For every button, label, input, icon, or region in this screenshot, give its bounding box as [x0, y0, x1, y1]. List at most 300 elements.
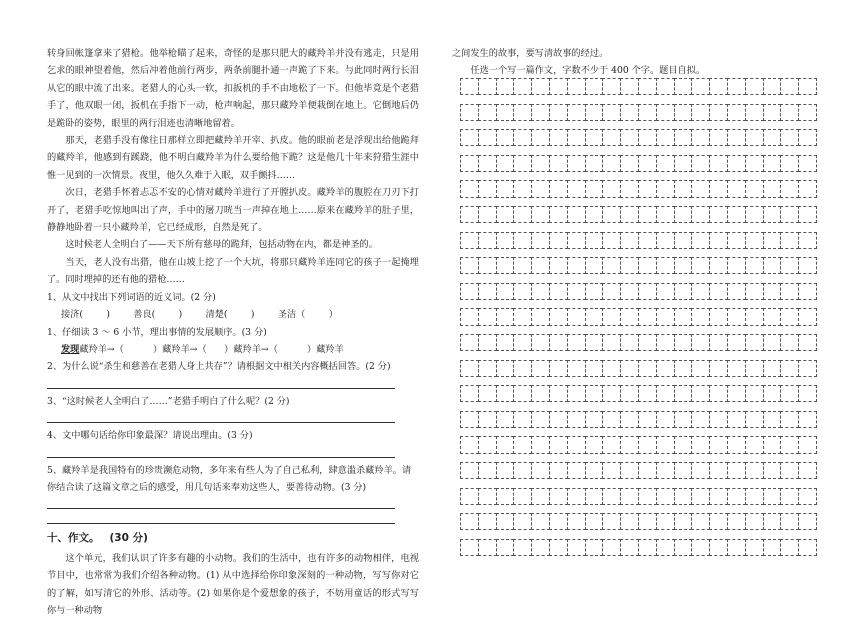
grid-cell[interactable]	[513, 360, 532, 377]
grid-cell[interactable]	[709, 488, 728, 505]
grid-cell[interactable]	[727, 78, 746, 95]
grid-cell[interactable]	[798, 436, 817, 453]
grid-cell[interactable]	[620, 206, 639, 223]
grid-cell[interactable]	[798, 78, 817, 95]
grid-cell[interactable]	[549, 436, 568, 453]
grid-cell[interactable]	[780, 539, 799, 556]
grid-cell[interactable]	[638, 104, 657, 121]
grid-cell[interactable]	[478, 436, 497, 453]
grid-cell[interactable]	[709, 129, 728, 146]
grid-cell[interactable]	[691, 436, 710, 453]
grid-cell[interactable]	[567, 180, 586, 197]
grid-cell[interactable]	[780, 411, 799, 428]
grid-cell[interactable]	[602, 385, 621, 402]
grid-cell[interactable]	[620, 488, 639, 505]
grid-cell[interactable]	[620, 129, 639, 146]
grid-cell[interactable]	[549, 513, 568, 530]
grid-cell[interactable]	[496, 360, 515, 377]
grid-cell[interactable]	[763, 283, 782, 300]
grid-cell[interactable]	[513, 462, 532, 479]
grid-cell[interactable]	[638, 155, 657, 172]
grid-cell[interactable]	[531, 232, 550, 249]
grid-cell[interactable]	[727, 488, 746, 505]
grid-cell[interactable]	[798, 539, 817, 556]
grid-cell[interactable]	[638, 180, 657, 197]
grid-cell[interactable]	[798, 488, 817, 505]
grid-cell[interactable]	[478, 334, 497, 351]
grid-cell[interactable]	[691, 539, 710, 556]
grid-cell[interactable]	[727, 257, 746, 274]
grid-cell[interactable]	[763, 232, 782, 249]
grid-cell[interactable]	[674, 360, 693, 377]
grid-cell[interactable]	[674, 257, 693, 274]
grid-cell[interactable]	[709, 334, 728, 351]
grid-cell[interactable]	[585, 462, 604, 479]
grid-cell[interactable]	[549, 104, 568, 121]
grid-cell[interactable]	[496, 129, 515, 146]
grid-cell[interactable]	[585, 411, 604, 428]
grid-cell[interactable]	[674, 308, 693, 325]
grid-cell[interactable]	[798, 513, 817, 530]
grid-cell[interactable]	[496, 206, 515, 223]
grid-cell[interactable]	[585, 513, 604, 530]
grid-cell[interactable]	[656, 488, 675, 505]
grid-cell[interactable]	[763, 334, 782, 351]
grid-cell[interactable]	[513, 334, 532, 351]
grid-cell[interactable]	[780, 334, 799, 351]
answer-line[interactable]	[47, 496, 395, 509]
grid-cell[interactable]	[460, 104, 479, 121]
grid-cell[interactable]	[602, 436, 621, 453]
grid-cell[interactable]	[585, 78, 604, 95]
grid-cell[interactable]	[567, 129, 586, 146]
grid-cell[interactable]	[674, 78, 693, 95]
grid-cell[interactable]	[496, 436, 515, 453]
grid-cell[interactable]	[602, 78, 621, 95]
grid-cell[interactable]	[780, 232, 799, 249]
grid-cell[interactable]	[691, 334, 710, 351]
grid-cell[interactable]	[691, 180, 710, 197]
grid-cell[interactable]	[780, 104, 799, 121]
grid-cell[interactable]	[567, 539, 586, 556]
grid-cell[interactable]	[709, 257, 728, 274]
grid-cell[interactable]	[585, 385, 604, 402]
grid-cell[interactable]	[549, 360, 568, 377]
grid-cell[interactable]	[513, 539, 532, 556]
grid-cell[interactable]	[745, 462, 764, 479]
grid-cell[interactable]	[460, 78, 479, 95]
grid-cell[interactable]	[585, 360, 604, 377]
grid-cell[interactable]	[531, 488, 550, 505]
grid-cell[interactable]	[567, 462, 586, 479]
grid-cell[interactable]	[674, 129, 693, 146]
grid-cell[interactable]	[656, 232, 675, 249]
grid-cell[interactable]	[478, 385, 497, 402]
grid-cell[interactable]	[763, 360, 782, 377]
grid-cell[interactable]	[549, 308, 568, 325]
grid-cell[interactable]	[602, 180, 621, 197]
grid-cell[interactable]	[727, 411, 746, 428]
grid-cell[interactable]	[674, 104, 693, 121]
grid-cell[interactable]	[656, 513, 675, 530]
grid-cell[interactable]	[549, 334, 568, 351]
grid-cell[interactable]	[620, 539, 639, 556]
grid-cell[interactable]	[798, 360, 817, 377]
grid-cell[interactable]	[531, 180, 550, 197]
grid-cell[interactable]	[691, 385, 710, 402]
grid-cell[interactable]	[531, 411, 550, 428]
grid-cell[interactable]	[727, 334, 746, 351]
grid-cell[interactable]	[674, 488, 693, 505]
grid-cell[interactable]	[585, 180, 604, 197]
grid-cell[interactable]	[780, 488, 799, 505]
grid-cell[interactable]	[745, 257, 764, 274]
grid-cell[interactable]	[798, 334, 817, 351]
grid-cell[interactable]	[638, 488, 657, 505]
grid-cell[interactable]	[478, 104, 497, 121]
grid-cell[interactable]	[620, 257, 639, 274]
grid-cell[interactable]	[656, 360, 675, 377]
grid-cell[interactable]	[602, 283, 621, 300]
grid-cell[interactable]	[585, 539, 604, 556]
grid-cell[interactable]	[763, 257, 782, 274]
grid-cell[interactable]	[531, 155, 550, 172]
grid-cell[interactable]	[763, 308, 782, 325]
grid-cell[interactable]	[656, 257, 675, 274]
grid-cell[interactable]	[674, 283, 693, 300]
grid-cell[interactable]	[763, 385, 782, 402]
grid-cell[interactable]	[531, 539, 550, 556]
grid-cell[interactable]	[460, 360, 479, 377]
grid-cell[interactable]	[460, 206, 479, 223]
answer-line[interactable]	[47, 410, 395, 423]
grid-cell[interactable]	[709, 360, 728, 377]
grid-cell[interactable]	[656, 206, 675, 223]
grid-cell[interactable]	[602, 129, 621, 146]
grid-cell[interactable]	[745, 488, 764, 505]
grid-cell[interactable]	[798, 411, 817, 428]
grid-cell[interactable]	[656, 334, 675, 351]
grid-cell[interactable]	[620, 334, 639, 351]
grid-cell[interactable]	[798, 104, 817, 121]
grid-cell[interactable]	[780, 436, 799, 453]
grid-cell[interactable]	[585, 334, 604, 351]
grid-cell[interactable]	[780, 283, 799, 300]
grid-cell[interactable]	[691, 129, 710, 146]
grid-cell[interactable]	[585, 257, 604, 274]
grid-cell[interactable]	[620, 385, 639, 402]
grid-cell[interactable]	[496, 78, 515, 95]
grid-cell[interactable]	[763, 513, 782, 530]
grid-cell[interactable]	[531, 78, 550, 95]
grid-cell[interactable]	[478, 513, 497, 530]
grid-cell[interactable]	[513, 78, 532, 95]
grid-cell[interactable]	[567, 360, 586, 377]
grid-cell[interactable]	[798, 232, 817, 249]
grid-cell[interactable]	[763, 462, 782, 479]
grid-cell[interactable]	[798, 206, 817, 223]
grid-cell[interactable]	[638, 436, 657, 453]
grid-cell[interactable]	[780, 308, 799, 325]
grid-cell[interactable]	[620, 360, 639, 377]
grid-cell[interactable]	[549, 462, 568, 479]
grid-cell[interactable]	[620, 78, 639, 95]
grid-cell[interactable]	[709, 206, 728, 223]
grid-cell[interactable]	[638, 462, 657, 479]
grid-cell[interactable]	[531, 308, 550, 325]
grid-cell[interactable]	[745, 436, 764, 453]
grid-cell[interactable]	[620, 155, 639, 172]
grid-cell[interactable]	[585, 308, 604, 325]
grid-cell[interactable]	[496, 488, 515, 505]
grid-cell[interactable]	[745, 360, 764, 377]
grid-cell[interactable]	[513, 180, 532, 197]
grid-cell[interactable]	[656, 155, 675, 172]
grid-cell[interactable]	[602, 206, 621, 223]
grid-cell[interactable]	[549, 78, 568, 95]
grid-cell[interactable]	[567, 385, 586, 402]
grid-cell[interactable]	[460, 308, 479, 325]
grid-cell[interactable]	[567, 283, 586, 300]
grid-cell[interactable]	[638, 257, 657, 274]
grid-cell[interactable]	[513, 104, 532, 121]
grid-cell[interactable]	[620, 308, 639, 325]
grid-cell[interactable]	[460, 411, 479, 428]
grid-cell[interactable]	[727, 308, 746, 325]
grid-cell[interactable]	[656, 462, 675, 479]
grid-cell[interactable]	[567, 488, 586, 505]
grid-cell[interactable]	[531, 436, 550, 453]
grid-cell[interactable]	[602, 488, 621, 505]
grid-cell[interactable]	[763, 488, 782, 505]
grid-cell[interactable]	[585, 283, 604, 300]
grid-cell[interactable]	[567, 257, 586, 274]
grid-cell[interactable]	[531, 283, 550, 300]
grid-cell[interactable]	[638, 360, 657, 377]
grid-cell[interactable]	[727, 462, 746, 479]
grid-cell[interactable]	[478, 488, 497, 505]
grid-cell[interactable]	[478, 308, 497, 325]
grid-cell[interactable]	[709, 513, 728, 530]
grid-cell[interactable]	[549, 385, 568, 402]
grid-cell[interactable]	[531, 360, 550, 377]
grid-cell[interactable]	[780, 385, 799, 402]
grid-cell[interactable]	[780, 360, 799, 377]
grid-cell[interactable]	[745, 385, 764, 402]
grid-cell[interactable]	[709, 180, 728, 197]
grid-cell[interactable]	[478, 78, 497, 95]
grid-cell[interactable]	[567, 232, 586, 249]
grid-cell[interactable]	[727, 513, 746, 530]
answer-line[interactable]	[47, 376, 395, 389]
grid-cell[interactable]	[780, 180, 799, 197]
grid-cell[interactable]	[513, 129, 532, 146]
grid-cell[interactable]	[549, 129, 568, 146]
grid-cell[interactable]	[656, 180, 675, 197]
grid-cell[interactable]	[496, 232, 515, 249]
grid-cell[interactable]	[691, 513, 710, 530]
grid-cell[interactable]	[763, 539, 782, 556]
grid-cell[interactable]	[531, 206, 550, 223]
grid-cell[interactable]	[602, 334, 621, 351]
grid-cell[interactable]	[478, 206, 497, 223]
grid-cell[interactable]	[585, 129, 604, 146]
grid-cell[interactable]	[478, 155, 497, 172]
grid-cell[interactable]	[478, 539, 497, 556]
grid-cell[interactable]	[763, 78, 782, 95]
grid-cell[interactable]	[620, 436, 639, 453]
grid-cell[interactable]	[478, 360, 497, 377]
grid-cell[interactable]	[763, 129, 782, 146]
grid-cell[interactable]	[745, 334, 764, 351]
grid-cell[interactable]	[691, 155, 710, 172]
grid-cell[interactable]	[656, 385, 675, 402]
grid-cell[interactable]	[531, 257, 550, 274]
grid-cell[interactable]	[460, 155, 479, 172]
grid-cell[interactable]	[691, 360, 710, 377]
grid-cell[interactable]	[460, 462, 479, 479]
grid-cell[interactable]	[691, 411, 710, 428]
grid-cell[interactable]	[620, 232, 639, 249]
grid-cell[interactable]	[567, 334, 586, 351]
grid-cell[interactable]	[727, 283, 746, 300]
grid-cell[interactable]	[798, 180, 817, 197]
grid-cell[interactable]	[460, 180, 479, 197]
grid-cell[interactable]	[478, 232, 497, 249]
answer-line[interactable]	[47, 445, 395, 458]
grid-cell[interactable]	[567, 155, 586, 172]
grid-cell[interactable]	[656, 308, 675, 325]
grid-cell[interactable]	[727, 104, 746, 121]
grid-cell[interactable]	[478, 411, 497, 428]
grid-cell[interactable]	[496, 180, 515, 197]
grid-cell[interactable]	[780, 257, 799, 274]
grid-cell[interactable]	[531, 129, 550, 146]
grid-cell[interactable]	[602, 155, 621, 172]
grid-cell[interactable]	[567, 411, 586, 428]
grid-cell[interactable]	[709, 283, 728, 300]
grid-cell[interactable]	[496, 257, 515, 274]
grid-cell[interactable]	[478, 257, 497, 274]
grid-cell[interactable]	[513, 283, 532, 300]
grid-cell[interactable]	[638, 283, 657, 300]
grid-cell[interactable]	[620, 283, 639, 300]
grid-cell[interactable]	[460, 232, 479, 249]
grid-cell[interactable]	[460, 334, 479, 351]
grid-cell[interactable]	[674, 385, 693, 402]
grid-cell[interactable]	[460, 257, 479, 274]
grid-cell[interactable]	[531, 104, 550, 121]
grid-cell[interactable]	[638, 513, 657, 530]
grid-cell[interactable]	[691, 257, 710, 274]
grid-cell[interactable]	[691, 462, 710, 479]
grid-cell[interactable]	[745, 308, 764, 325]
grid-cell[interactable]	[496, 334, 515, 351]
grid-cell[interactable]	[656, 539, 675, 556]
grid-cell[interactable]	[674, 462, 693, 479]
grid-cell[interactable]	[638, 308, 657, 325]
grid-cell[interactable]	[567, 308, 586, 325]
grid-cell[interactable]	[531, 462, 550, 479]
grid-cell[interactable]	[513, 488, 532, 505]
grid-cell[interactable]	[674, 539, 693, 556]
grid-cell[interactable]	[727, 232, 746, 249]
grid-cell[interactable]	[745, 104, 764, 121]
grid-cell[interactable]	[691, 283, 710, 300]
grid-cell[interactable]	[585, 104, 604, 121]
grid-cell[interactable]	[567, 78, 586, 95]
grid-cell[interactable]	[620, 462, 639, 479]
grid-cell[interactable]	[780, 462, 799, 479]
grid-cell[interactable]	[674, 513, 693, 530]
grid-cell[interactable]	[602, 539, 621, 556]
grid-cell[interactable]	[549, 257, 568, 274]
grid-cell[interactable]	[798, 155, 817, 172]
grid-cell[interactable]	[745, 155, 764, 172]
grid-cell[interactable]	[727, 539, 746, 556]
grid-cell[interactable]	[709, 104, 728, 121]
grid-cell[interactable]	[567, 206, 586, 223]
grid-cell[interactable]	[691, 488, 710, 505]
grid-cell[interactable]	[727, 436, 746, 453]
grid-cell[interactable]	[460, 488, 479, 505]
grid-cell[interactable]	[460, 436, 479, 453]
grid-cell[interactable]	[460, 283, 479, 300]
grid-cell[interactable]	[620, 104, 639, 121]
grid-cell[interactable]	[798, 257, 817, 274]
grid-cell[interactable]	[513, 436, 532, 453]
grid-cell[interactable]	[513, 206, 532, 223]
grid-cell[interactable]	[763, 436, 782, 453]
grid-cell[interactable]	[602, 257, 621, 274]
grid-cell[interactable]	[513, 232, 532, 249]
grid-cell[interactable]	[513, 513, 532, 530]
grid-cell[interactable]	[763, 180, 782, 197]
grid-cell[interactable]	[549, 488, 568, 505]
grid-cell[interactable]	[709, 155, 728, 172]
grid-cell[interactable]	[691, 308, 710, 325]
grid-cell[interactable]	[691, 104, 710, 121]
grid-cell[interactable]	[674, 180, 693, 197]
grid-cell[interactable]	[691, 206, 710, 223]
grid-cell[interactable]	[727, 206, 746, 223]
grid-cell[interactable]	[709, 462, 728, 479]
grid-cell[interactable]	[638, 206, 657, 223]
grid-cell[interactable]	[513, 257, 532, 274]
grid-cell[interactable]	[620, 411, 639, 428]
grid-cell[interactable]	[745, 283, 764, 300]
grid-cell[interactable]	[709, 411, 728, 428]
grid-cell[interactable]	[460, 385, 479, 402]
grid-cell[interactable]	[780, 513, 799, 530]
grid-cell[interactable]	[585, 488, 604, 505]
grid-cell[interactable]	[745, 513, 764, 530]
grid-cell[interactable]	[496, 385, 515, 402]
grid-cell[interactable]	[496, 308, 515, 325]
grid-cell[interactable]	[691, 232, 710, 249]
grid-cell[interactable]	[780, 206, 799, 223]
grid-cell[interactable]	[798, 283, 817, 300]
grid-cell[interactable]	[674, 232, 693, 249]
writing-grid[interactable]	[460, 78, 816, 564]
grid-cell[interactable]	[745, 180, 764, 197]
grid-cell[interactable]	[478, 283, 497, 300]
grid-cell[interactable]	[496, 155, 515, 172]
grid-cell[interactable]	[727, 360, 746, 377]
grid-cell[interactable]	[674, 411, 693, 428]
grid-cell[interactable]	[780, 155, 799, 172]
grid-cell[interactable]	[780, 129, 799, 146]
